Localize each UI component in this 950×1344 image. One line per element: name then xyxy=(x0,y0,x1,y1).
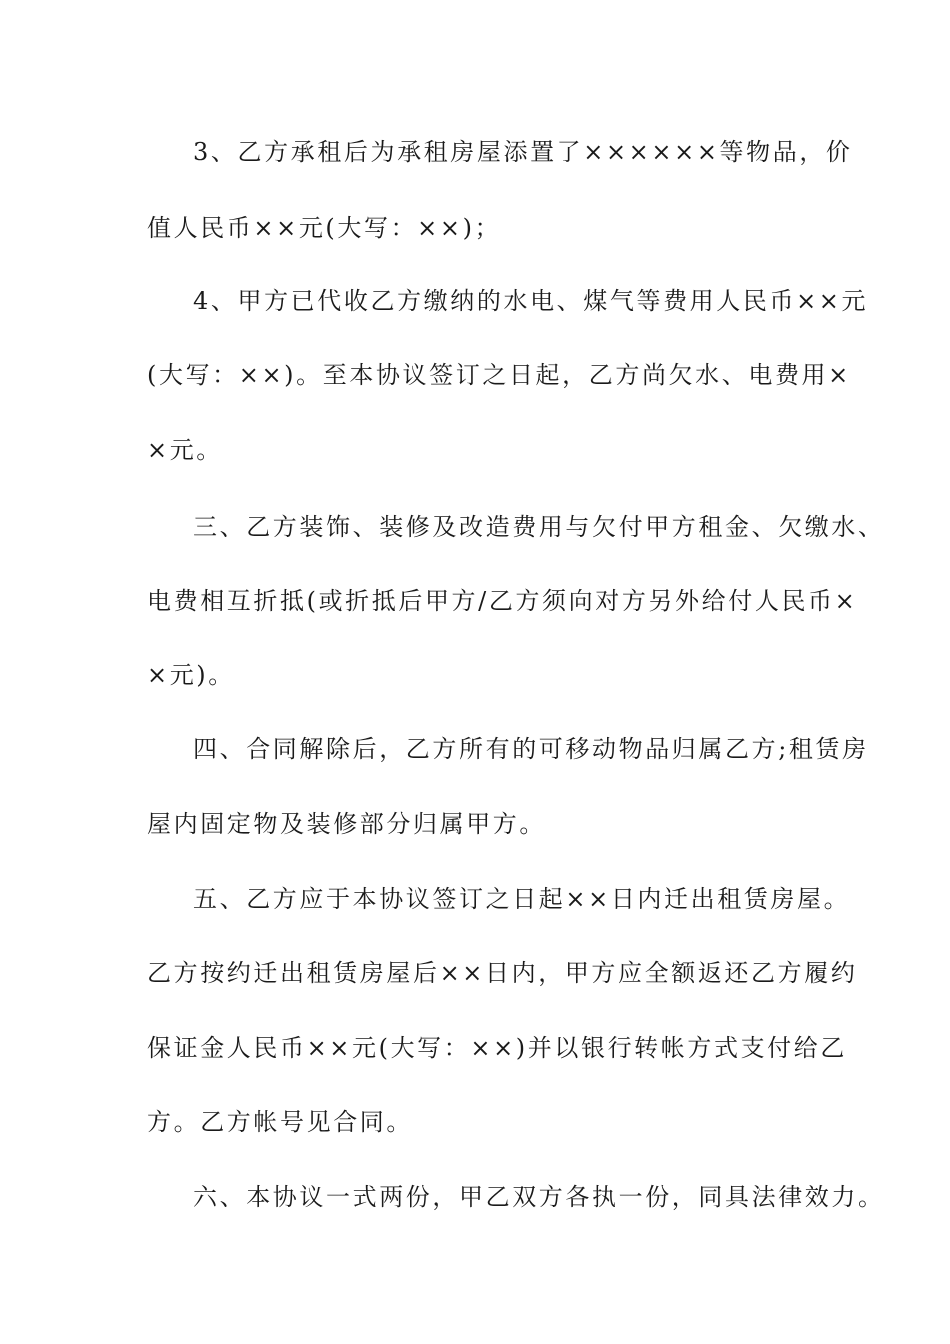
paragraph-4-line-1: 4、甲方已代收乙方缴纳的水电、煤气等费用人民币××元 xyxy=(193,287,869,315)
section-3-line-3: ×元)。 xyxy=(147,661,235,689)
section-5-line-1: 五、乙方应于本协议签订之日起××日内迁出租赁房屋。 xyxy=(193,885,851,913)
section-4-line-1: 四、合同解除后，乙方所有的可移动物品归属乙方;租赁房 xyxy=(193,735,869,763)
section-3-line-2: 电费相互折抵(或折抵后甲方/乙方须向对方另外给付人民币× xyxy=(147,587,858,615)
section-3-line-1: 三、乙方装饰、装修及改造费用与欠付甲方租金、欠缴水、 xyxy=(193,513,885,541)
paragraph-3-line-1: 3、乙方承租后为承租房屋添置了××××××等物品，价 xyxy=(193,138,853,166)
section-5-line-3: 保证金人民币××元(大写：××)并以银行转帐方式支付给乙 xyxy=(147,1034,847,1062)
section-5-line-4: 方。乙方帐号见合同。 xyxy=(147,1108,413,1136)
section-4-line-2: 屋内固定物及装修部分归属甲方。 xyxy=(147,810,546,838)
section-6-line-1: 六、本协议一式两份，甲乙双方各执一份，同具法律效力。 xyxy=(193,1183,885,1211)
section-5-line-2: 乙方按约迁出租赁房屋后××日内，甲方应全额返还乙方履约 xyxy=(147,959,858,987)
paragraph-4-line-3: ×元。 xyxy=(147,436,223,464)
paragraph-3-line-2: 值人民币××元(大写：××)； xyxy=(147,214,502,242)
paragraph-4-line-2: (大写：××)。至本协议签订之日起，乙方尚欠水、电费用× xyxy=(147,361,851,389)
